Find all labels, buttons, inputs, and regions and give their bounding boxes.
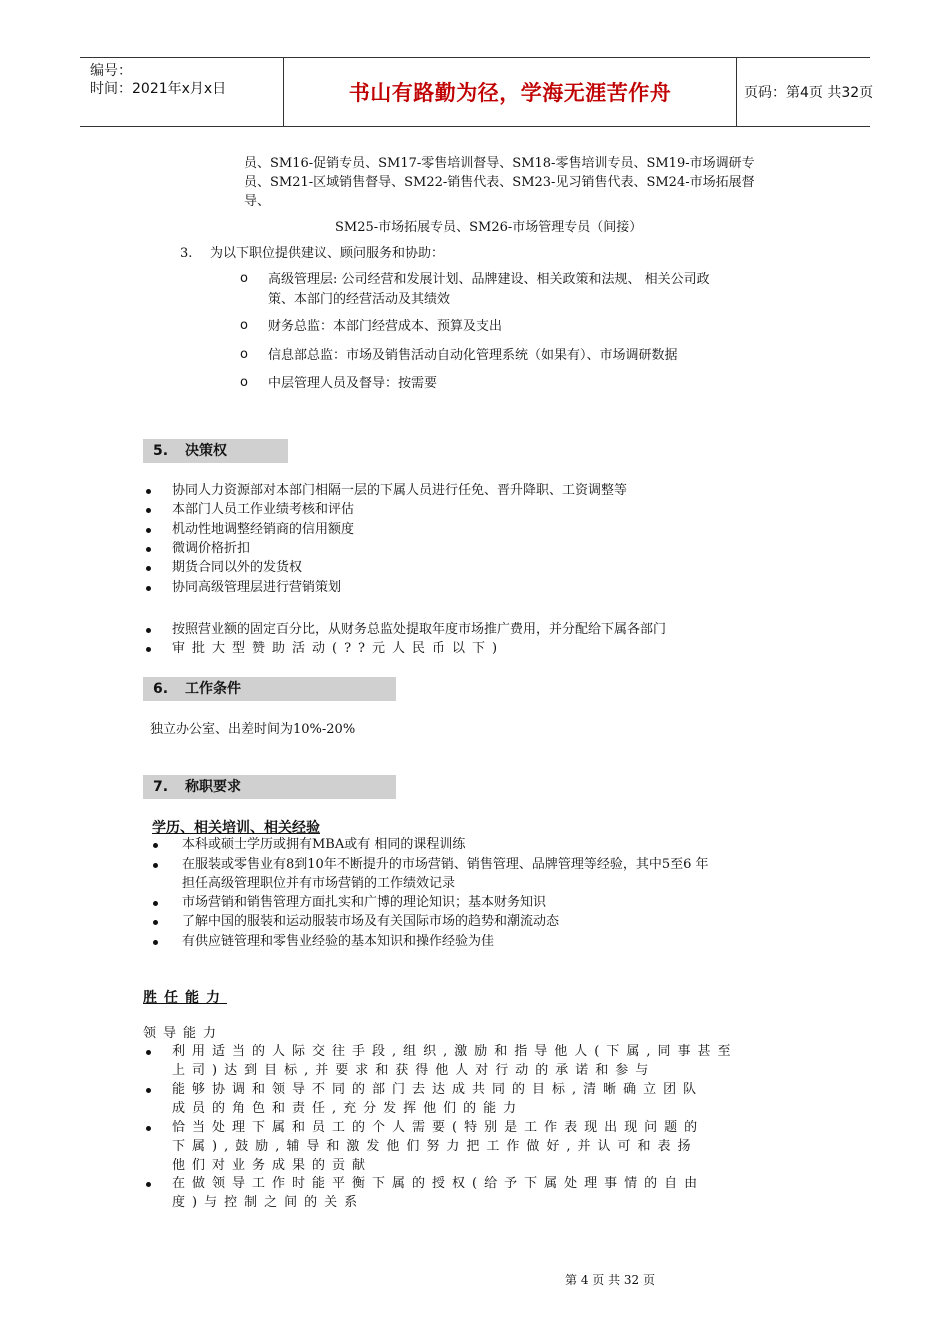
competency-item-line: 度)与控制之间的关系 — [172, 1195, 365, 1210]
section-7-item: 了解中国的服装和运动服装市场及有关国际市场的趋势和潮流动态 — [182, 914, 560, 929]
bullet-icon — [146, 628, 151, 633]
competency-item-line: 成员的角色和责任,充分发挥他们的能力 — [172, 1101, 524, 1116]
section-7-item: 本科或硕士学历或拥有MBA或有 相同的课程训练 — [182, 837, 466, 852]
competency-item-line: 他们对业务成果的贡献 — [172, 1158, 373, 1173]
bullet-icon — [146, 1182, 151, 1187]
header-motto: 书山有路勤为径，学海无涯苦作舟 — [348, 81, 672, 105]
section-5-item: 按照营业额的固定百分比，从财务总监处提取年度市场推广费用，并分配给下属各部门 — [172, 622, 667, 637]
section-5-item: 机动性地调整经销商的信用额度 — [172, 522, 355, 537]
page-footer: 第 4 页 共 32 页 — [565, 1273, 655, 1287]
section-5-item: 本部门人员工作业绩考核和评估 — [172, 502, 355, 517]
intro-line-3: 导、 — [244, 194, 271, 209]
intro-line-1: 员、SM16-促销专员、SM17-零售培训督导、SM18-零售培训专员、SM19-市场调研专 — [244, 156, 755, 171]
section-7-title: 称职要求 — [185, 779, 241, 795]
header-meta — [80, 58, 283, 126]
advise-item-2: 财务总监：本部门经营成本、预算及支出 — [268, 319, 503, 334]
section-7-item: 有供应链管理和零售业经验的基本知识和操作经验为佳 — [182, 934, 495, 949]
advise-bullet-icon: o — [240, 347, 248, 362]
bullet-icon — [146, 1088, 151, 1093]
section-6-text: 独立办公室、出差时间为10%-20% — [150, 722, 356, 737]
document-number-label: 编号： — [90, 63, 132, 79]
bullet-icon — [153, 863, 158, 868]
section-5-item: 微调价格折扣 — [172, 541, 251, 556]
bullet-icon — [146, 566, 151, 571]
competency-item-line: 在做领导工作时能平衡下属的授权(给予下属处理事情的自由 — [172, 1176, 705, 1191]
competency-item-line: 利用适当的人际交往手段,组织,激励和指导他人(下属,同事甚至 — [172, 1044, 738, 1059]
bullet-icon — [153, 920, 158, 925]
intro-line-2: 员、SM21-区域销售督导、SM22-销售代表、SM23-见习销售代表、SM24-市场拓展督 — [244, 175, 755, 190]
section-5-number: 5. — [153, 443, 169, 459]
bullet-icon — [146, 647, 151, 652]
header-motto-cell — [283, 58, 737, 126]
bullet-icon — [146, 1050, 151, 1055]
advise-number: 3. — [180, 246, 193, 261]
bullet-icon — [146, 586, 151, 591]
bullet-icon — [146, 1126, 151, 1131]
header-page-cell — [736, 58, 874, 126]
competency-item-line: 下属),鼓励,辅导和激发他们努力把工作做好,并认可和表扬 — [172, 1139, 698, 1154]
advise-item-1-line-2: 策、本部门的经营活动及其绩效 — [268, 292, 451, 307]
document-date: 时间：2021年x月x日 — [90, 81, 227, 97]
section-7-item: 在服装或零售业有8到10年不断提升的市场营销、销售管理、品牌管理等经验，其中5至6 年 — [182, 857, 709, 872]
section-6-heading — [143, 677, 396, 701]
section-7-item-continued: 担任高级管理职位并有市场营销的工作绩效记录 — [182, 876, 456, 891]
advise-item-1-line-1: 高级管理层: 公司经营和发展计划、品牌建设、相关政策和法规、 相关公司政 — [268, 272, 710, 287]
document-header — [80, 57, 874, 127]
bullet-icon — [153, 901, 158, 906]
advise-bullet-icon: o — [240, 318, 248, 333]
section-6-number: 6. — [153, 681, 169, 697]
bullet-icon — [146, 508, 151, 513]
section-7-item: 市场营销和销售管理方面扎实和广博的理论知识；基本财务知识 — [182, 895, 547, 910]
competency-item-line: 恰当处理下属和员工的个人需要(特别是工作表现出现问题的 — [172, 1120, 705, 1135]
advise-title: 为以下职位提供建议、顾问服务和协助： — [210, 246, 445, 261]
section-5-item: 期货合同以外的发货权 — [172, 560, 303, 575]
intro-line-4: SM25-市场拓展专员、SM26-市场管理专员（间接） — [335, 220, 643, 235]
section-6-title: 工作条件 — [185, 681, 241, 697]
bullet-icon — [153, 940, 158, 945]
section-7-subtitle: 学历、相关培训、相关经验 — [152, 820, 320, 836]
competency-item-line: 上司)达到目标,并要求和获得他人对行动的承诺和参与 — [172, 1063, 656, 1078]
section-5-heading — [143, 439, 288, 463]
section-5-item: 协同高级管理层进行营销策划 — [172, 580, 342, 595]
advise-item-3: 信息部总监：市场及销售活动自动化管理系统（如果有）、市场调研数据 — [268, 348, 678, 363]
header-page-number: 页码：第4页 共32页 — [744, 85, 874, 101]
section-7-number: 7. — [153, 779, 169, 795]
advise-item-4: 中层管理人员及督导：按需要 — [268, 376, 438, 391]
bullet-icon — [153, 843, 158, 848]
bullet-icon — [146, 547, 151, 552]
section-5-title: 决策权 — [185, 443, 227, 459]
section-5-item: 协同人力资源部对本部门相隔一层的下属人员进行任免、晋升降职、工资调整等 — [172, 483, 628, 498]
competency-item-line: 能够协调和领导不同的部门去达成共同的目标,清晰确立团队 — [172, 1082, 704, 1097]
competency-title: 胜任能力 — [143, 990, 227, 1006]
section-7-heading — [143, 775, 396, 799]
competency-subtitle: 领导能力 — [143, 1026, 224, 1041]
bullet-icon — [146, 489, 151, 494]
section-5-item: 审批大型赞助活动(??元人民币以下) — [172, 641, 505, 656]
bullet-icon — [146, 528, 151, 533]
advise-bullet-icon: o — [240, 375, 248, 390]
advise-bullet-icon: o — [240, 271, 248, 286]
